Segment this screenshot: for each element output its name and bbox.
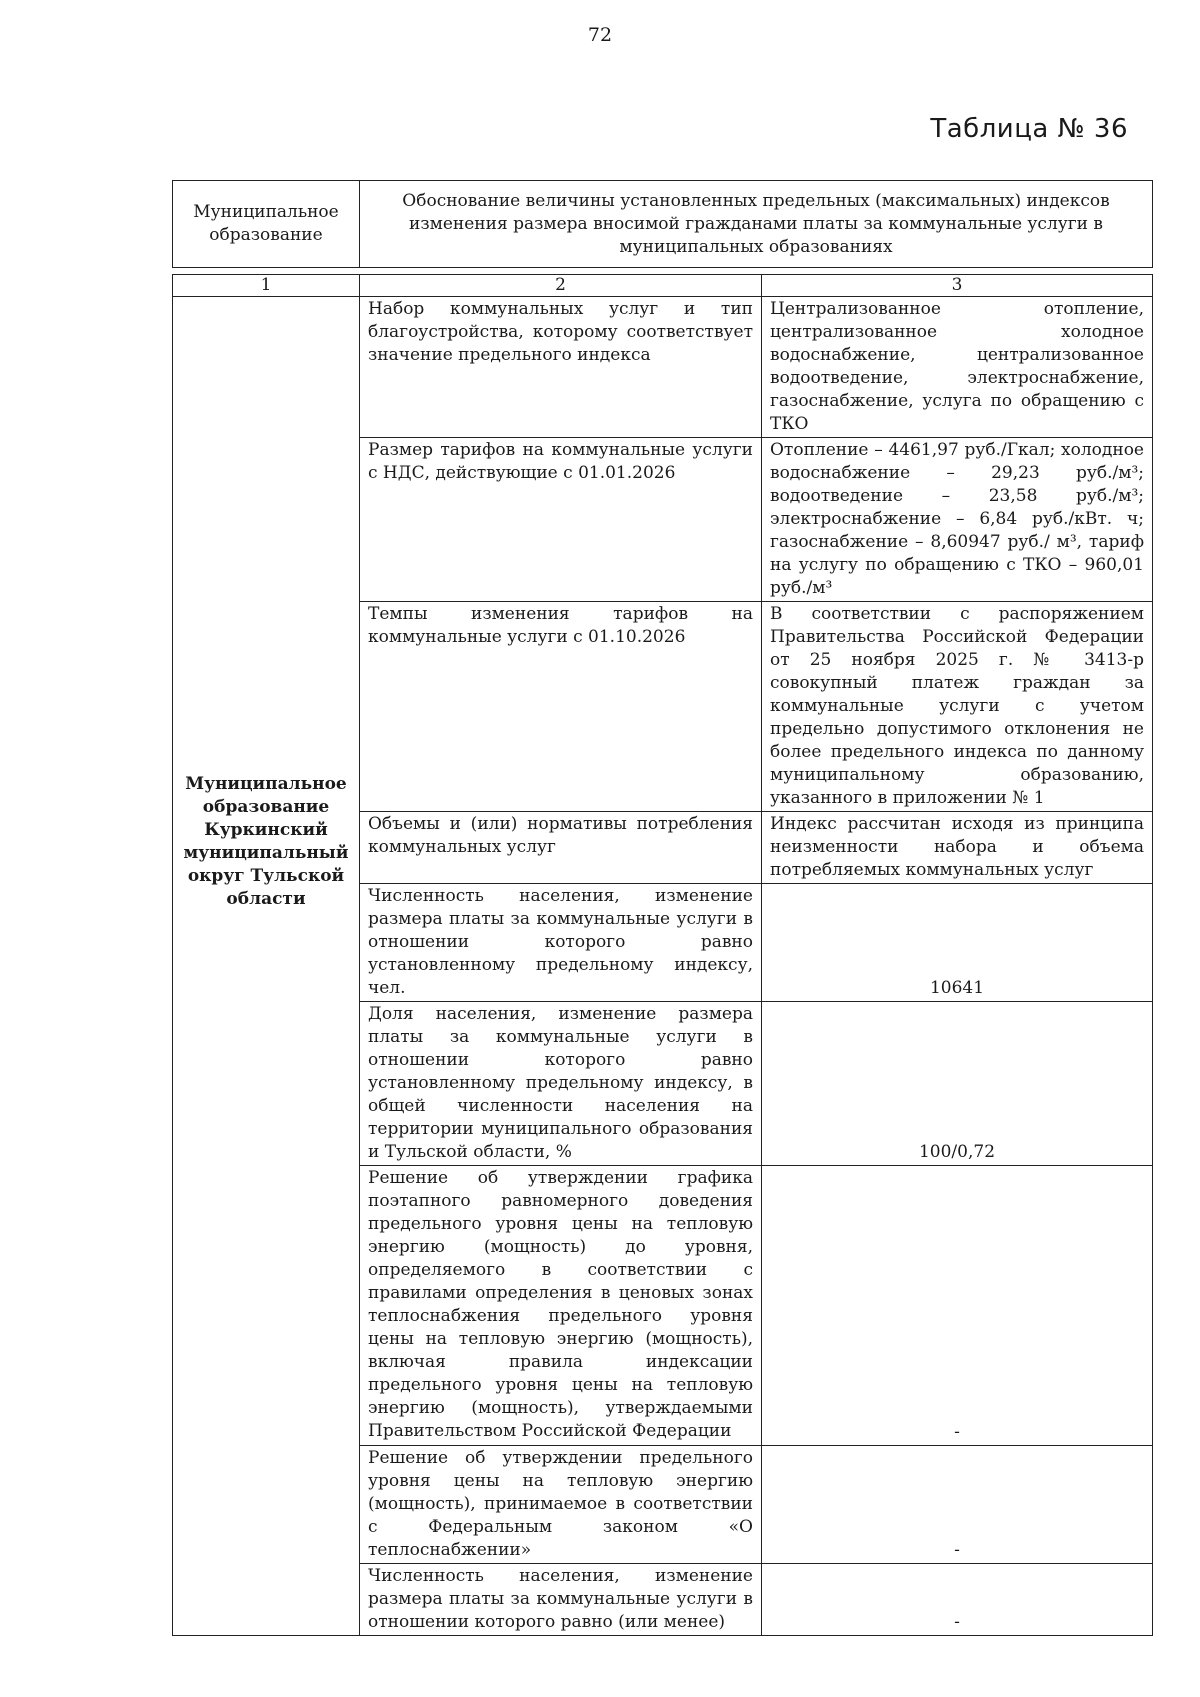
row-value: 10641 <box>762 884 1153 1002</box>
header-municipality: Муниципальное образование <box>173 181 360 268</box>
row-label: Темпы изменения тарифов на коммунальные услуги с 01.10.2026 <box>360 602 762 812</box>
header-justification: Обоснование величины установленных предельных (максимальных) индексов изменения размера вносимой гражданами платы за коммунальные услуги в муниципальных образованиях <box>360 181 1153 268</box>
column-number-row <box>173 275 1153 297</box>
row-label: Решение об утверждении графика поэтапного равномерного доведения предельного уровня цены на тепловую энергию (мощность) до уровня, определяемого в соответствии с правилами определения в ценовых зонах теплоснабжения предельного уровня цены на тепловую энергию (мощность), включая правила индексации предельного уровня цены на тепловую энергию (мощность), утверждаемыми Правительством Российской Федерации <box>360 1166 762 1446</box>
row-label: Численность населения, изменение размера платы за коммунальные услуги в отношении которого равно установленному предельному индексу, чел. <box>360 884 762 1002</box>
column-number: 1 <box>173 275 360 297</box>
row-value: - <box>762 1446 1153 1564</box>
row-value: В соответствии с распоряжением Правительства Российской Федерации от 25 ноября 2025 г. № 3413-р совокупный платеж граждан за коммунальные услуги с учетом предельно допустимого отклонения не более предельного индекса по данному муниципальному образованию, указанного в приложении № 1 <box>762 602 1153 812</box>
row-value: Отопление – 4461,97 руб./Гкал; холодное водоснабжение – 29,23 руб./м³; водоотведение – 23,58 руб./м³; электроснабжение – 6,84 руб./кВт. ч; газоснабжение – 8,60947 руб./ м³, тариф на услугу по обращению с ТКО – 960,01 руб./м³ <box>762 438 1153 602</box>
column-number: 2 <box>360 275 762 297</box>
row-value: - <box>762 1564 1153 1636</box>
header-table <box>172 180 1153 268</box>
column-number: 3 <box>762 275 1153 297</box>
page-number: 72 <box>587 24 613 46</box>
row-label: Размер тарифов на коммунальные услуги с НДС, действующие с 01.01.2026 <box>360 438 762 602</box>
row-value: Индекс рассчитан исходя из принципа неизменности набора и объема потребляемых коммунальных услуг <box>762 812 1153 884</box>
row-label: Набор коммунальных услуг и тип благоустройства, которому соответствует значение предельного индекса <box>360 297 762 438</box>
row-label: Решение об утверждении предельного уровня цены на тепловую энергию (мощность), принимаемое в соответствии с Федеральным законом «О теплоснабжении» <box>360 1446 762 1564</box>
row-label: Численность населения, изменение размера платы за коммунальные услуги в отношении которого равно (или менее) <box>360 1564 762 1636</box>
row-value: Централизованное отопление, централизованное холодное водоснабжение, централизованное водоотведение, электроснабжение, газоснабжение, услуга по обращению с ТКО <box>762 297 1153 438</box>
row-value: 100/0,72 <box>762 1002 1153 1166</box>
table-title: Таблица № 36 <box>930 114 1128 144</box>
row-value: - <box>762 1166 1153 1446</box>
row-label: Объемы и (или) нормативы потребления коммунальных услуг <box>360 812 762 884</box>
data-table <box>172 274 1153 1636</box>
municipality-name: Муниципальное образование Куркинский муниципальный округ Тульской области <box>173 297 360 1636</box>
row-label: Доля населения, изменение размера платы за коммунальные услуги в отношении которого равно установленному предельному индексу, в общей численности населения на территории муниципального образования и Тульской области, % <box>360 1002 762 1166</box>
table-row <box>173 297 1153 438</box>
